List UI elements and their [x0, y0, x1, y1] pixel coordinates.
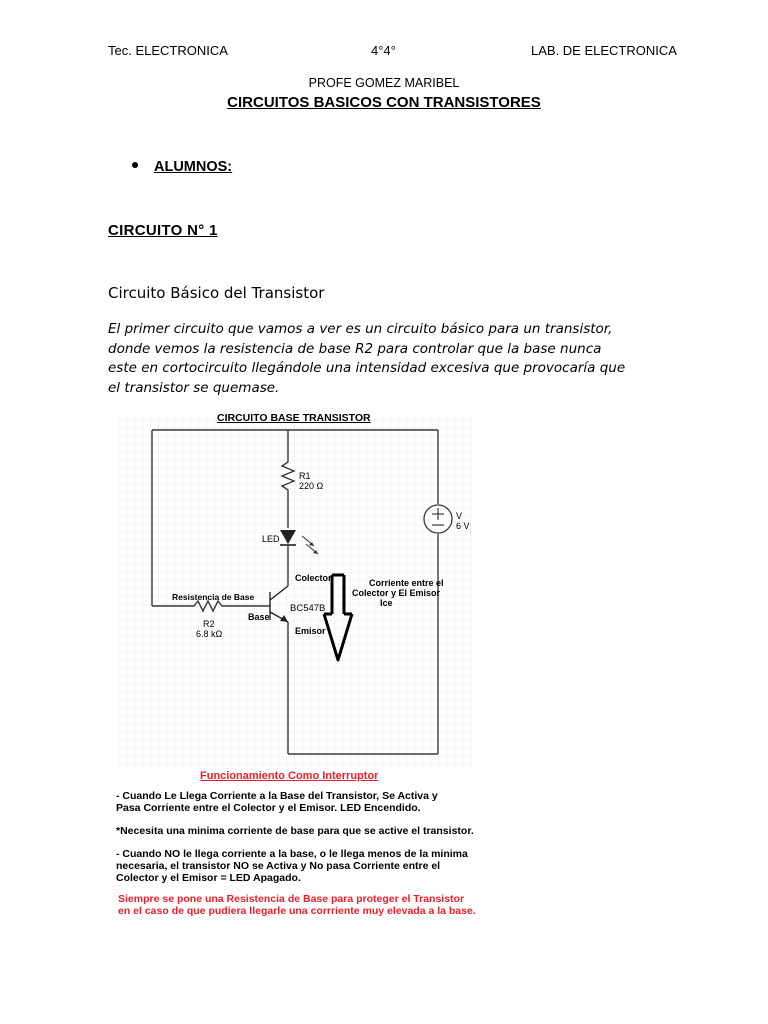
- base-label: Base: [248, 612, 270, 622]
- source-value: 6 V: [456, 521, 470, 531]
- emitter-label: Emisor: [295, 626, 326, 636]
- current-note-line: Ice: [380, 598, 393, 608]
- paragraph-line: donde vemos la resistencia de base R2 para controlar que la base nunca: [108, 340, 602, 357]
- page-title: CIRCUITOS BASICOS CON TRANSISTORES: [227, 94, 541, 111]
- note3-line: necesaria, el transistor NO se Activa y No pasa Corriente entre el: [116, 860, 441, 872]
- source-name: V: [456, 511, 463, 521]
- note3-line: Colector y el Emisor = LED Apagado.: [116, 872, 301, 884]
- r2-value: 6.8 kΩ: [196, 629, 223, 639]
- paragraph-line: El primer circuito que vamos a ver es un circuito básico para un transistor,: [108, 321, 613, 337]
- paragraph-line: este en cortocircuito llegándole una intensidad excesiva que provocaría que: [108, 360, 626, 376]
- students-label: ALUMNOS:: [154, 159, 233, 175]
- paragraph-line: el transistor se quemase.: [108, 379, 280, 396]
- led-label: LED: [262, 534, 280, 544]
- operation-title: Funcionamiento Como Interruptor: [200, 770, 379, 782]
- r2-name: R2: [203, 619, 215, 629]
- bullet-dot: [132, 162, 138, 168]
- header-center: 4°4°: [371, 43, 396, 58]
- circuit-figure: [110, 412, 480, 930]
- r1-value: 220 Ω: [299, 481, 324, 491]
- warning-line: Siempre se pone una Resistencia de Base para proteger el Transistor: [118, 893, 465, 905]
- note1-line: - Cuando Le Llega Corriente a la Base del Transistor, Se Activa y: [116, 790, 438, 802]
- header-left: Tec. ELECTRONICA: [108, 43, 228, 58]
- transistor-model: BC547B: [290, 603, 326, 614]
- figure-notes: [110, 412, 480, 930]
- collector-label: Colector: [295, 573, 332, 583]
- base-resistor-label: Resistencia de Base: [172, 592, 255, 602]
- current-note-line: Colector y El Emisor: [352, 588, 441, 598]
- intro-paragraph: [108, 320, 668, 398]
- circuit-heading: CIRCUITO N° 1: [108, 222, 218, 239]
- note1-line: Pasa Corriente entre el Colector y el Emisor. LED Encendido.: [116, 802, 421, 814]
- r1-name: R1: [299, 471, 311, 481]
- note3-line: - Cuando NO le llega corriente a la base, o le llega menos de la minima: [116, 848, 468, 860]
- figure-title: CIRCUITO BASE TRANSISTOR: [217, 412, 371, 424]
- note2: *Necesita una minima corriente de base para que se active el transistor.: [116, 825, 474, 837]
- warning-line: en el caso de que pudiera llegarle una corrriente muy elevada a la base.: [118, 905, 476, 917]
- header-right: LAB. DE ELECTRONICA: [531, 43, 677, 58]
- teacher-name: PROFE GOMEZ MARIBEL: [308, 76, 460, 90]
- students-bullet: [132, 159, 232, 175]
- section-title: Circuito Básico del Transistor: [108, 284, 325, 302]
- current-note-line: Corriente entre el: [369, 578, 444, 588]
